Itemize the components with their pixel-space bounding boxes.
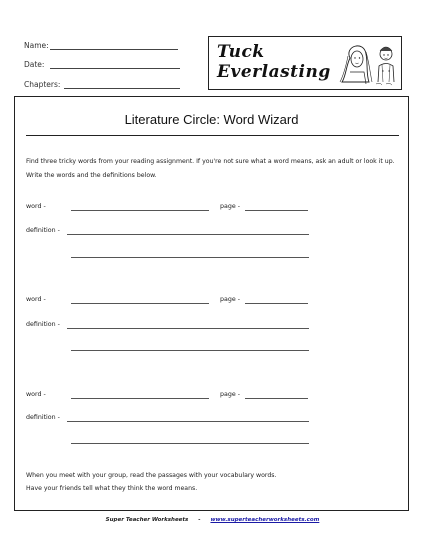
definition-blank-2b[interactable] [71,350,309,351]
definition-blank-1b[interactable] [71,257,309,258]
book-title-line1: Tuck [217,42,265,62]
closing-line-1: When you meet with your group, read the passages with your vocabulary words. [26,472,277,479]
name-label: Name: [24,41,49,50]
word-label-2: word - [26,296,46,303]
closing-instructions [26,469,401,495]
worksheet-box [14,96,409,511]
definition-blank-1a[interactable] [67,234,309,235]
page-label-2: page - [220,296,241,303]
word-blank-3[interactable] [71,398,209,399]
word-label-3: word - [26,391,46,398]
page-blank-1[interactable] [245,210,308,211]
chapters-label: Chapters: [24,80,61,89]
chapters-field [24,80,60,89]
book-title-box [208,36,402,90]
date-label: Date: [24,60,45,69]
name-blank[interactable] [50,49,178,50]
definition-blank-2a[interactable] [67,328,309,329]
book-title-line2: Everlasting [217,62,331,82]
word-label-1: word - [26,203,46,210]
title-divider [26,135,399,136]
page-blank-3[interactable] [245,398,308,399]
footer-website-link[interactable]: www.superteacherworksheets.com [210,517,320,523]
definition-blank-3b[interactable] [71,443,309,444]
word-blank-1[interactable] [71,210,209,211]
characters-illustration-icon [336,38,400,88]
footer [0,517,425,523]
date-blank[interactable] [50,68,180,69]
definition-blank-3a[interactable] [67,421,309,422]
footer-separator: - [198,517,201,523]
page-label-3: page - [220,391,241,398]
definition-label-1: definition - [26,227,60,234]
worksheet-title: Literature Circle: Word Wizard [124,112,299,127]
page-label-1: page - [220,203,241,210]
page-blank-2[interactable] [245,303,308,304]
date-field [24,60,44,69]
closing-line-2: Have your friends tell what they think the word means. [26,485,198,492]
instructions-text: Find three tricky words from your reading assignment. If you're not sure what a word means, ask an adult or look it up. Write the words and the definitions below. [26,158,395,179]
definition-label-2: definition - [26,321,60,328]
name-field [24,41,49,50]
word-blank-2[interactable] [71,303,209,304]
footer-brand: Super Teacher Worksheets [105,517,189,523]
chapters-blank[interactable] [64,88,180,89]
definition-label-3: definition - [26,414,60,421]
